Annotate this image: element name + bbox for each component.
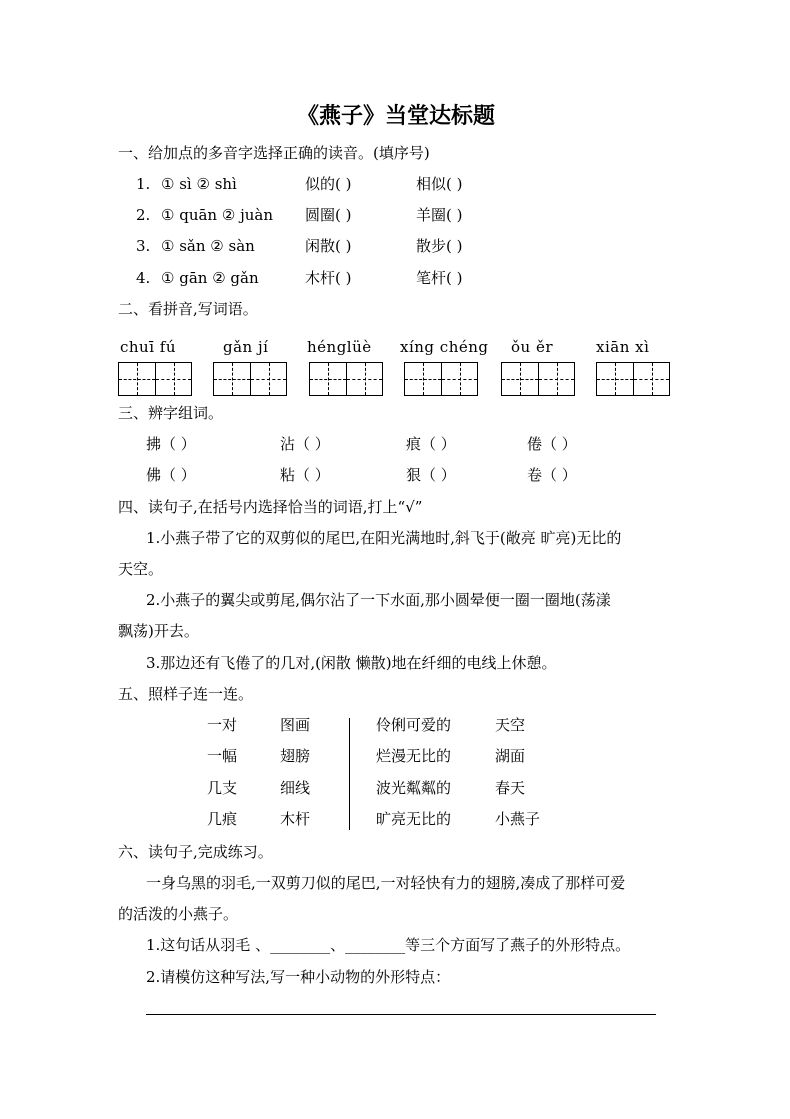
reading-paragraph: 一身乌黑的羽毛,一双剪刀似的尾巴,一对轻快有力的翅膀,凑成了那样可爱 — [146, 874, 626, 892]
writing-grid[interactable] — [501, 362, 575, 396]
question-text: 3.那边还有飞倦了的几对,(闲散 懒散)地在纤细的电线上休憩。 — [146, 654, 557, 672]
pinyin-label: ǒu ěr — [511, 338, 554, 356]
match-item[interactable]: 一对 — [207, 716, 238, 734]
row-number: 2. — [136, 206, 151, 224]
pinyin-label: xiān xì — [596, 338, 650, 356]
pinyin-label: xíng chéng — [400, 338, 489, 356]
word-blank[interactable]: 拂（ ） — [146, 435, 196, 453]
match-item[interactable]: 一幅 — [207, 747, 238, 765]
word-blank[interactable]: 木杆( ) — [305, 269, 352, 287]
pinyin-options: ① sǎn ② sàn — [161, 237, 255, 255]
writing-grid[interactable] — [596, 362, 670, 396]
word-blank[interactable]: 笔杆( ) — [416, 269, 463, 287]
match-item[interactable]: 波光粼粼的 — [376, 779, 452, 797]
writing-grid[interactable] — [309, 362, 383, 396]
word-blank[interactable]: 狠（ ） — [406, 466, 456, 484]
row-number: 1. — [136, 175, 151, 193]
match-item[interactable]: 图画 — [280, 716, 311, 734]
match-item[interactable]: 几痕 — [207, 810, 238, 828]
question-text: 1.这句话从羽毛 、________、________等三个方面写了燕子的外形特点。 — [146, 936, 631, 954]
word-blank[interactable]: 羊圈( ) — [416, 206, 463, 224]
section-6-heading: 六、读句子,完成练习。 — [118, 843, 273, 861]
word-blank[interactable]: 佛（ ） — [146, 466, 196, 484]
question-text: 2.小燕子的翼尖或剪尾,偶尔沾了一下水面,那小圆晕便一圈一圈地(荡漾 — [146, 591, 611, 609]
writing-grid[interactable] — [118, 362, 192, 396]
section-3-heading: 三、辨字组词。 — [118, 404, 224, 422]
pinyin-options: ① sì ② shì — [161, 175, 237, 193]
match-item[interactable]: 伶俐可爱的 — [376, 716, 452, 734]
match-item[interactable]: 天空 — [495, 716, 526, 734]
question-text: 天空。 — [118, 560, 164, 578]
match-item[interactable]: 几支 — [207, 779, 238, 797]
question-text: 飘荡)开去。 — [118, 622, 199, 640]
page-title: 《燕子》当堂达标题 — [297, 104, 496, 129]
question-text: 1.小燕子带了它的双剪似的尾巴,在阳光满地时,斜飞于(敞亮 旷亮)无比的 — [146, 529, 622, 547]
section-2-heading: 二、看拼音,写词语。 — [118, 300, 258, 318]
word-blank[interactable]: 沾（ ） — [280, 435, 330, 453]
match-item[interactable]: 湖面 — [495, 747, 526, 765]
word-blank[interactable]: 倦（ ） — [527, 435, 577, 453]
word-blank[interactable]: 卷（ ） — [527, 466, 577, 484]
pinyin-options: ① quān ② juàn — [161, 206, 273, 224]
match-item[interactable]: 烂漫无比的 — [376, 747, 452, 765]
pinyin-label: hénglüè — [307, 338, 372, 356]
match-item[interactable]: 翅膀 — [280, 747, 311, 765]
pinyin-options: ① gān ② gǎn — [161, 269, 259, 287]
section-5-heading: 五、照样子连一连。 — [118, 685, 254, 703]
match-item[interactable]: 木杆 — [280, 810, 311, 828]
word-blank[interactable]: 圆圈( ) — [305, 206, 352, 224]
writing-grid[interactable] — [404, 362, 478, 396]
answer-line[interactable] — [146, 1014, 656, 1015]
match-item[interactable]: 春天 — [495, 779, 526, 797]
word-blank[interactable]: 相似( ) — [416, 175, 463, 193]
writing-grid[interactable] — [213, 362, 287, 396]
word-blank[interactable]: 粘（ ） — [280, 466, 330, 484]
match-item[interactable]: 细线 — [280, 779, 311, 797]
section-4-heading: 四、读句子,在括号内选择恰当的词语,打上“√” — [118, 498, 423, 516]
word-blank[interactable]: 闲散( ) — [305, 237, 352, 255]
row-number: 3. — [136, 237, 151, 255]
word-blank[interactable]: 似的( ) — [305, 175, 352, 193]
word-blank[interactable]: 散步( ) — [416, 237, 463, 255]
row-number: 4. — [136, 269, 151, 287]
question-text: 2.请模仿这种写法,写一种小动物的外形特点： — [146, 968, 451, 986]
match-item[interactable]: 旷亮无比的 — [376, 810, 452, 828]
section-1-heading: 一、给加点的多音字选择正确的读音。(填序号) — [118, 144, 430, 162]
column-divider — [349, 718, 350, 830]
pinyin-label: gǎn jí — [223, 338, 269, 356]
match-item[interactable]: 小燕子 — [495, 810, 541, 828]
word-blank[interactable]: 痕（ ） — [406, 435, 456, 453]
pinyin-label: chuī fú — [120, 338, 176, 356]
reading-paragraph: 的活泼的小燕子。 — [118, 905, 239, 923]
